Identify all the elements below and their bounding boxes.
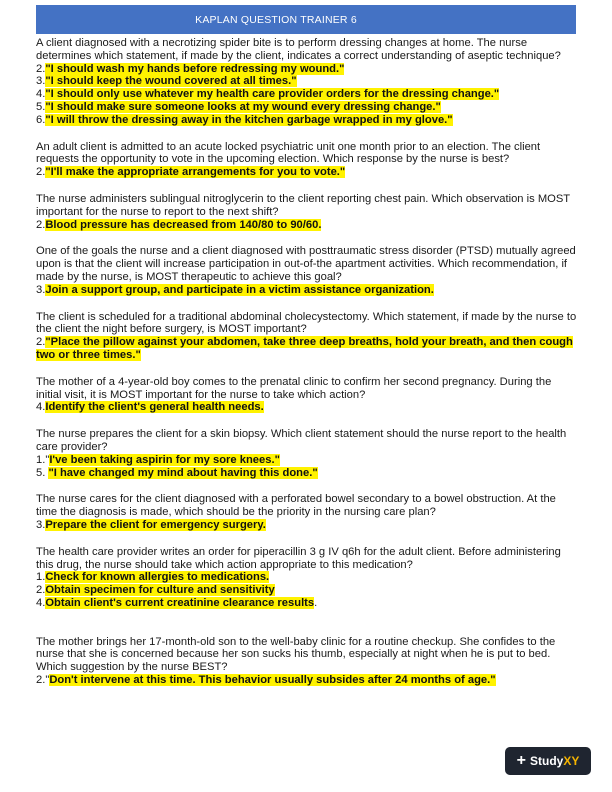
answer-number: 4. xyxy=(36,401,46,414)
answer-text: Don't intervene at this time. This behavior usually subsides after 24 months of age." xyxy=(49,674,496,687)
answer-number: 4. xyxy=(36,596,46,609)
answer-line xyxy=(36,219,578,232)
answer-number: 4. xyxy=(36,88,46,101)
question-item xyxy=(36,546,578,610)
answer-text: "I'll make the appropriate arrangements for you to vote." xyxy=(45,166,346,179)
answer-text: "I should only use whatever my health care provider orders for the dressing change." xyxy=(45,88,500,101)
question-item xyxy=(36,193,578,231)
question-list xyxy=(36,37,578,701)
answer-number: 2." xyxy=(36,674,50,687)
answer-line xyxy=(36,467,578,480)
question-item xyxy=(36,141,578,179)
answer-line xyxy=(36,674,578,687)
question-item xyxy=(36,428,578,479)
answer-text: "I should keep the wound covered at all times." xyxy=(45,75,297,88)
answer-line xyxy=(36,571,578,584)
answer-number: 5. xyxy=(36,466,49,479)
logo-text-study: Study xyxy=(529,754,564,768)
answer-text: Blood pressure has decreased from 140/80 to 90/60. xyxy=(45,218,322,231)
answer-number: 3. xyxy=(36,75,46,88)
question-item xyxy=(36,493,578,531)
question-text: The nurse cares for the client diagnosed with a perforated bowel secondary to a bowel obstruction. At the time the diagnosis is made, which should be the priority in the nursing care plan? xyxy=(36,493,556,519)
studyxy-logo[interactable] xyxy=(505,747,591,775)
document-header xyxy=(36,5,576,34)
answer-number: 5. xyxy=(36,100,46,113)
answer-text: "Place the pillow against your abdomen, take three deep breaths, hold your breath, and then cough two or three times." xyxy=(36,336,573,361)
logo-text xyxy=(530,754,579,768)
answer-number: 2. xyxy=(36,166,46,179)
answer-text: Obtain client's current creatinine clearance results xyxy=(45,596,315,609)
answer-text: Identify the client's general health needs. xyxy=(45,401,264,414)
answer-number: 1." xyxy=(36,453,50,466)
question-text: The nurse prepares the client for a skin biopsy. Which client statement should the nurse report to the health care provider? xyxy=(36,428,567,453)
question-text: One of the goals the nurse and a client diagnosed with posttraumatic stress disorder (PTSD) mutually agreed upon is that the client will increase participation in out-of-the apartment activities. Which recommendation, if made by the nurse, is MOST therapeutic to achieve this goal? xyxy=(36,245,576,283)
answer-line xyxy=(36,454,578,467)
answer-line xyxy=(36,101,578,114)
question-text: The mother of a 4-year-old boy comes to the prenatal clinic to confirm her second pregnancy. During the initial visit, it is MOST important for the nurse to take which action? xyxy=(36,375,552,401)
answer-line xyxy=(36,63,578,76)
answer-line xyxy=(36,336,578,362)
answer-number: 2. xyxy=(36,62,46,75)
answer-line xyxy=(36,166,578,179)
question-item xyxy=(36,311,578,362)
answer-suffix: . xyxy=(314,596,318,609)
answer-text: Obtain specimen for culture and sensitivity xyxy=(45,584,275,597)
question-text: The client is scheduled for a traditional abdominal cholecystectomy. Which statement, if made by the nurse to the client the night before surgery, is MOST important? xyxy=(36,310,577,336)
answer-number: 2. xyxy=(36,336,46,349)
question-text: The mother brings her 17-month-old son to the well-baby clinic for a routine checkup. She confides to the nurse that she is concerned because her son sucks his thumb, especially at night when he is put to bed. Which suggestion by the nurse BEST? xyxy=(36,635,556,674)
answer-line xyxy=(36,519,578,532)
answer-number: 3. xyxy=(36,283,46,296)
answer-line xyxy=(36,88,578,101)
question-item xyxy=(36,37,578,127)
answer-text: Join a support group, and participate in a victim assistance organization. xyxy=(45,283,434,296)
question-text: A client diagnosed with a necrotizing spider bite is to perform dressing changes at home. The nurse determines which statement, if made by the client, indicates a correct understanding of aseptic technique? xyxy=(36,37,561,62)
header-title: KAPLAN QUESTION TRAINER 6 xyxy=(195,13,357,26)
answer-text: "I should wash my hands before redressing my wound." xyxy=(45,62,345,75)
answer-text: I've been taking aspirin for my sore knees." xyxy=(49,453,280,466)
answer-text: Check for known allergies to medications. xyxy=(45,571,270,584)
answer-line xyxy=(36,284,578,297)
question-text: The nurse administers sublingual nitroglycerin to the client reporting chest pain. Which observation is MOST important for the nurse to report to the next shift? xyxy=(36,192,570,218)
answer-line xyxy=(36,75,578,88)
answer-line xyxy=(36,584,578,597)
answer-number: 3. xyxy=(36,518,46,531)
answer-line xyxy=(36,597,578,610)
answer-number: 2. xyxy=(36,218,46,231)
logo-text-xy: XY xyxy=(563,754,580,768)
question-text: An adult client is admitted to an acute locked psychiatric unit one month prior to an election. The client requests the opportunity to vote in the upcoming election. Which response by the nurse is best? xyxy=(36,140,541,166)
answer-number: 2. xyxy=(36,584,46,597)
answer-text: Prepare the client for emergency surgery. xyxy=(45,518,266,531)
answer-text: "I have changed my mind about having this done." xyxy=(48,466,318,479)
answer-text: "I will throw the dressing away in the kitchen garbage wrapped in my glove." xyxy=(45,113,453,126)
question-item xyxy=(36,376,578,414)
answer-number: 6. xyxy=(36,113,46,126)
answer-text: "I should make sure someone looks at my wound every dressing change." xyxy=(45,100,441,113)
question-text: The health care provider writes an order for piperacillin 3 g IV q6h for the adult client. Before administering this drug, the nurse should take which action appropriate to this medication? xyxy=(36,545,561,571)
question-item xyxy=(36,636,578,687)
answer-number: 1. xyxy=(36,571,46,584)
question-item xyxy=(36,245,578,296)
answer-line xyxy=(36,114,578,127)
answer-line xyxy=(36,401,578,414)
plus-icon: + xyxy=(516,752,526,769)
